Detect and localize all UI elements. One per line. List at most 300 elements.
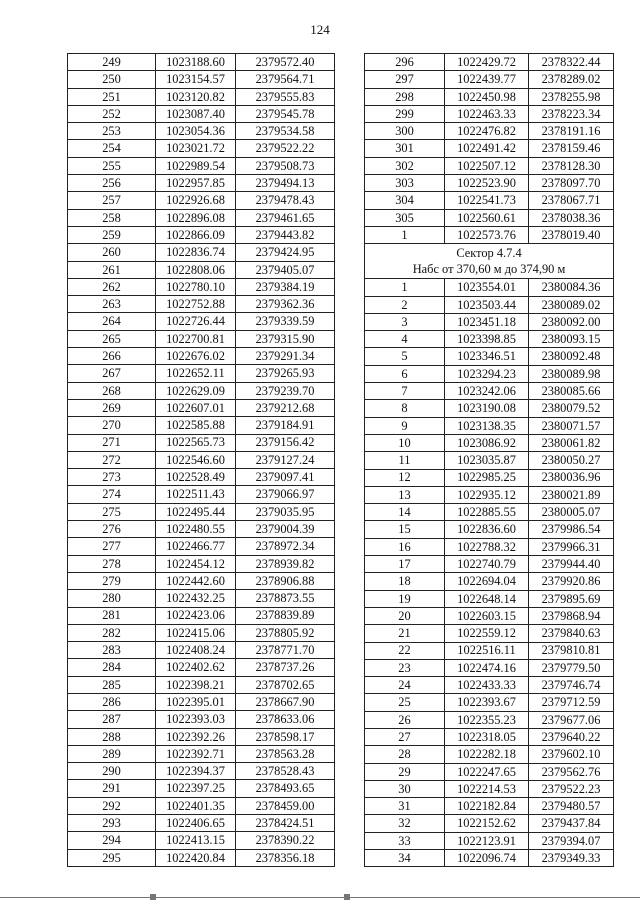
point-number-cell: 304 xyxy=(365,192,445,209)
point-number-cell: 1 xyxy=(365,279,445,296)
point-number-cell: 13 xyxy=(365,486,445,503)
y-coordinate-cell: 2379156.42 xyxy=(236,434,335,451)
y-coordinate-cell: 2378939.82 xyxy=(236,555,335,572)
point-number-cell: 256 xyxy=(68,175,156,192)
point-number-cell: 252 xyxy=(68,105,156,122)
y-coordinate-cell: 2378906.88 xyxy=(236,572,335,589)
x-coordinate-cell: 1022123.91 xyxy=(445,832,529,849)
y-coordinate-cell: 2379097.41 xyxy=(236,469,335,486)
y-coordinate-cell: 2379508.73 xyxy=(236,157,335,174)
x-coordinate-cell: 1023138.35 xyxy=(445,417,529,434)
x-coordinate-cell: 1022559.12 xyxy=(445,625,529,642)
table-row xyxy=(365,105,614,122)
point-number-cell: 25 xyxy=(365,694,445,711)
y-coordinate-cell: 2378128.30 xyxy=(529,157,614,174)
x-coordinate-cell: 1022439.77 xyxy=(445,71,529,88)
y-coordinate-cell: 2378097.70 xyxy=(529,175,614,192)
point-number-cell: 288 xyxy=(68,728,156,745)
x-coordinate-cell: 1022560.61 xyxy=(445,209,529,226)
y-coordinate-cell: 2379522.23 xyxy=(529,780,614,797)
y-coordinate-cell: 2379480.57 xyxy=(529,798,614,815)
point-number-cell: 20 xyxy=(365,607,445,624)
point-number-cell: 257 xyxy=(68,192,156,209)
table-row xyxy=(365,434,614,451)
y-coordinate-cell: 2378972.34 xyxy=(236,538,335,555)
point-number-cell: 286 xyxy=(68,693,156,710)
x-coordinate-cell: 1023086.92 xyxy=(445,434,529,451)
y-coordinate-cell: 2380005.07 xyxy=(529,504,614,521)
y-coordinate-cell: 2378805.92 xyxy=(236,624,335,641)
point-number-cell: 290 xyxy=(68,763,156,780)
table-row xyxy=(68,313,335,330)
x-coordinate-cell: 1022392.26 xyxy=(156,728,236,745)
point-number-cell: 272 xyxy=(68,451,156,468)
point-number-cell: 24 xyxy=(365,677,445,694)
table-row xyxy=(68,348,335,365)
table-row xyxy=(365,226,614,243)
y-coordinate-cell: 2378839.89 xyxy=(236,607,335,624)
table-row xyxy=(365,54,614,71)
point-number-cell: 275 xyxy=(68,503,156,520)
point-number-cell: 19 xyxy=(365,590,445,607)
point-number-cell: 267 xyxy=(68,365,156,382)
y-coordinate-cell: 2379004.39 xyxy=(236,521,335,538)
y-coordinate-cell: 2378598.17 xyxy=(236,728,335,745)
table-row xyxy=(365,452,614,469)
point-number-cell: 29 xyxy=(365,763,445,780)
x-coordinate-cell: 1022423.06 xyxy=(156,607,236,624)
point-number-cell: 253 xyxy=(68,123,156,140)
x-coordinate-cell: 1023554.01 xyxy=(445,279,529,296)
y-coordinate-cell: 2380036.96 xyxy=(529,469,614,486)
x-coordinate-cell: 1023188.60 xyxy=(156,54,236,71)
y-coordinate-cell: 2380084.36 xyxy=(529,279,614,296)
point-number-cell: 279 xyxy=(68,572,156,589)
table-row xyxy=(365,556,614,573)
y-coordinate-cell: 2379986.54 xyxy=(529,521,614,538)
y-coordinate-cell: 2379494.13 xyxy=(236,175,335,192)
table-row xyxy=(68,399,335,416)
y-coordinate-cell: 2379066.97 xyxy=(236,486,335,503)
point-number-cell: 28 xyxy=(365,746,445,763)
y-coordinate-cell: 2378067.71 xyxy=(529,192,614,209)
y-coordinate-cell: 2379315.90 xyxy=(236,330,335,347)
x-coordinate-cell: 1022648.14 xyxy=(445,590,529,607)
point-number-cell: 305 xyxy=(365,209,445,226)
point-number-cell: 16 xyxy=(365,538,445,555)
table-row xyxy=(365,365,614,382)
point-number-cell: 22 xyxy=(365,642,445,659)
x-coordinate-cell: 1022808.06 xyxy=(156,261,236,278)
y-coordinate-cell: 2379602.10 xyxy=(529,746,614,763)
table-row xyxy=(365,383,614,400)
y-coordinate-cell: 2379920.86 xyxy=(529,573,614,590)
y-coordinate-cell: 2379746.74 xyxy=(529,677,614,694)
y-coordinate-cell: 2378191.16 xyxy=(529,123,614,140)
table-row xyxy=(68,676,335,693)
table-row xyxy=(365,192,614,209)
point-number-cell: 9 xyxy=(365,417,445,434)
y-coordinate-cell: 2378356.18 xyxy=(236,849,335,866)
table-row xyxy=(365,850,614,867)
y-coordinate-cell: 2380085.66 xyxy=(529,383,614,400)
table-row xyxy=(365,400,614,417)
point-number-cell: 260 xyxy=(68,244,156,261)
x-coordinate-cell: 1023503.44 xyxy=(445,296,529,313)
x-coordinate-cell: 1022413.15 xyxy=(156,832,236,849)
point-number-cell: 251 xyxy=(68,88,156,105)
y-coordinate-cell: 2378493.65 xyxy=(236,780,335,797)
bottom-mark xyxy=(150,894,156,900)
table-row xyxy=(365,711,614,728)
y-coordinate-cell: 2379184.91 xyxy=(236,417,335,434)
y-coordinate-cell: 2379564.71 xyxy=(236,71,335,88)
point-number-cell: 284 xyxy=(68,659,156,676)
x-coordinate-cell: 1023154.57 xyxy=(156,71,236,88)
y-coordinate-cell: 2379779.50 xyxy=(529,659,614,676)
y-coordinate-cell: 2378038.36 xyxy=(529,209,614,226)
table-row xyxy=(68,330,335,347)
point-number-cell: 296 xyxy=(365,54,445,71)
point-number-cell: 34 xyxy=(365,850,445,867)
y-coordinate-cell: 2379868.94 xyxy=(529,607,614,624)
point-number-cell: 32 xyxy=(365,815,445,832)
x-coordinate-cell: 1023054.36 xyxy=(156,123,236,140)
x-coordinate-cell: 1022652.11 xyxy=(156,365,236,382)
table-row xyxy=(365,175,614,192)
table-row xyxy=(365,832,614,849)
table-row xyxy=(68,763,335,780)
x-coordinate-cell: 1022393.67 xyxy=(445,694,529,711)
point-number-cell: 15 xyxy=(365,521,445,538)
x-coordinate-cell: 1022433.33 xyxy=(445,677,529,694)
point-number-cell: 297 xyxy=(365,71,445,88)
page-number: 124 xyxy=(310,22,330,37)
x-coordinate-cell: 1022429.72 xyxy=(445,54,529,71)
x-coordinate-cell: 1022406.65 xyxy=(156,815,236,832)
table-row xyxy=(68,797,335,814)
x-coordinate-cell: 1022397.25 xyxy=(156,780,236,797)
point-number-cell: 291 xyxy=(68,780,156,797)
x-coordinate-cell: 1022523.90 xyxy=(445,175,529,192)
y-coordinate-cell: 2379212.68 xyxy=(236,399,335,416)
table-row xyxy=(68,642,335,659)
x-coordinate-cell: 1022700.81 xyxy=(156,330,236,347)
table-row xyxy=(365,331,614,348)
point-number-cell: 259 xyxy=(68,226,156,243)
table-row xyxy=(365,486,614,503)
y-coordinate-cell: 2378390.22 xyxy=(236,832,335,849)
x-coordinate-cell: 1022896.08 xyxy=(156,209,236,226)
table-row xyxy=(365,417,614,434)
point-number-cell: 255 xyxy=(68,157,156,174)
point-number-cell: 31 xyxy=(365,798,445,815)
y-coordinate-cell: 2379555.83 xyxy=(236,88,335,105)
table-row xyxy=(68,745,335,762)
x-coordinate-cell: 1022607.01 xyxy=(156,399,236,416)
point-number-cell: 262 xyxy=(68,278,156,295)
section-header-row xyxy=(365,244,614,279)
x-coordinate-cell: 1022694.04 xyxy=(445,573,529,590)
x-coordinate-cell: 1022788.32 xyxy=(445,538,529,555)
table-row xyxy=(68,261,335,278)
point-number-cell: 265 xyxy=(68,330,156,347)
y-coordinate-cell: 2380071.57 xyxy=(529,417,614,434)
point-number-cell: 266 xyxy=(68,348,156,365)
point-number-cell: 303 xyxy=(365,175,445,192)
table-row xyxy=(365,642,614,659)
point-number-cell: 26 xyxy=(365,711,445,728)
y-coordinate-cell: 2379394.07 xyxy=(529,832,614,849)
x-coordinate-cell: 1023398.85 xyxy=(445,331,529,348)
table-row xyxy=(68,157,335,174)
x-coordinate-cell: 1022585.88 xyxy=(156,417,236,434)
x-coordinate-cell: 1022866.09 xyxy=(156,226,236,243)
point-number-cell: 278 xyxy=(68,555,156,572)
table-row xyxy=(68,209,335,226)
y-coordinate-cell: 2379291.34 xyxy=(236,348,335,365)
point-number-cell: 280 xyxy=(68,590,156,607)
table-row xyxy=(365,659,614,676)
table-row xyxy=(365,694,614,711)
x-coordinate-cell: 1022466.77 xyxy=(156,538,236,555)
section-title: Сектор 4.7.4 xyxy=(456,246,522,261)
x-coordinate-cell: 1022474.16 xyxy=(445,659,529,676)
table-row xyxy=(365,815,614,832)
x-coordinate-cell: 1022415.06 xyxy=(156,624,236,641)
y-coordinate-cell: 2378459.00 xyxy=(236,797,335,814)
table-row xyxy=(68,88,335,105)
x-coordinate-cell: 1022395.01 xyxy=(156,693,236,710)
x-coordinate-cell: 1023087.40 xyxy=(156,105,236,122)
y-coordinate-cell: 2378255.98 xyxy=(529,88,614,105)
y-coordinate-cell: 2379424.95 xyxy=(236,244,335,261)
point-number-cell: 277 xyxy=(68,538,156,555)
x-coordinate-cell: 1022885.55 xyxy=(445,504,529,521)
x-coordinate-cell: 1022463.33 xyxy=(445,105,529,122)
x-coordinate-cell: 1022935.12 xyxy=(445,486,529,503)
table-row xyxy=(365,763,614,780)
point-number-cell: 276 xyxy=(68,521,156,538)
y-coordinate-cell: 2380092.00 xyxy=(529,313,614,330)
point-number-cell: 8 xyxy=(365,400,445,417)
y-coordinate-cell: 2378563.28 xyxy=(236,745,335,762)
x-coordinate-cell: 1022408.24 xyxy=(156,642,236,659)
y-coordinate-cell: 2379437.84 xyxy=(529,815,614,832)
y-coordinate-cell: 2379127.24 xyxy=(236,451,335,468)
table-row xyxy=(68,849,335,866)
point-number-cell: 33 xyxy=(365,832,445,849)
x-coordinate-cell: 1022603.15 xyxy=(445,607,529,624)
y-coordinate-cell: 2379534.58 xyxy=(236,123,335,140)
y-coordinate-cell: 2378702.65 xyxy=(236,676,335,693)
x-coordinate-cell: 1022989.54 xyxy=(156,157,236,174)
table-row xyxy=(68,71,335,88)
x-coordinate-cell: 1022214.53 xyxy=(445,780,529,797)
x-coordinate-cell: 1022985.25 xyxy=(445,469,529,486)
table-row xyxy=(68,624,335,641)
y-coordinate-cell: 2379239.70 xyxy=(236,382,335,399)
y-coordinate-cell: 2379035.95 xyxy=(236,503,335,520)
x-coordinate-cell: 1022480.55 xyxy=(156,521,236,538)
point-number-cell: 30 xyxy=(365,780,445,797)
x-coordinate-cell: 1022836.74 xyxy=(156,244,236,261)
point-number-cell: 254 xyxy=(68,140,156,157)
y-coordinate-cell: 2379405.07 xyxy=(236,261,335,278)
y-coordinate-cell: 2379443.82 xyxy=(236,226,335,243)
table-row xyxy=(68,607,335,624)
coordinates-table-left xyxy=(67,53,335,867)
y-coordinate-cell: 2379545.78 xyxy=(236,105,335,122)
y-coordinate-cell: 2379895.69 xyxy=(529,590,614,607)
y-coordinate-cell: 2379562.76 xyxy=(529,763,614,780)
x-coordinate-cell: 1022096.74 xyxy=(445,850,529,867)
y-coordinate-cell: 2379522.22 xyxy=(236,140,335,157)
x-coordinate-cell: 1022957.85 xyxy=(156,175,236,192)
table-row xyxy=(68,140,335,157)
table-row xyxy=(68,417,335,434)
y-coordinate-cell: 2380050.27 xyxy=(529,452,614,469)
y-coordinate-cell: 2378667.90 xyxy=(236,693,335,710)
x-coordinate-cell: 1022507.12 xyxy=(445,157,529,174)
table-row xyxy=(68,555,335,572)
point-number-cell: 5 xyxy=(365,348,445,365)
point-number-cell: 281 xyxy=(68,607,156,624)
table-row xyxy=(68,434,335,451)
x-coordinate-cell: 1023035.87 xyxy=(445,452,529,469)
point-number-cell: 11 xyxy=(365,452,445,469)
point-number-cell: 283 xyxy=(68,642,156,659)
x-coordinate-cell: 1022282.18 xyxy=(445,746,529,763)
x-coordinate-cell: 1022355.23 xyxy=(445,711,529,728)
point-number-cell: 2 xyxy=(365,296,445,313)
x-coordinate-cell: 1022247.65 xyxy=(445,763,529,780)
x-coordinate-cell: 1022546.60 xyxy=(156,451,236,468)
table-row xyxy=(68,123,335,140)
point-number-cell: 263 xyxy=(68,296,156,313)
x-coordinate-cell: 1022495.44 xyxy=(156,503,236,520)
point-number-cell: 27 xyxy=(365,728,445,745)
y-coordinate-cell: 2378873.55 xyxy=(236,590,335,607)
point-number-cell: 293 xyxy=(68,815,156,832)
table-row xyxy=(68,278,335,295)
x-coordinate-cell: 1022401.35 xyxy=(156,797,236,814)
table-row xyxy=(365,798,614,815)
y-coordinate-cell: 2379810.81 xyxy=(529,642,614,659)
point-number-cell: 268 xyxy=(68,382,156,399)
x-coordinate-cell: 1022836.60 xyxy=(445,521,529,538)
table-row xyxy=(365,348,614,365)
table-row xyxy=(365,590,614,607)
x-coordinate-cell: 1022392.71 xyxy=(156,745,236,762)
table-row xyxy=(68,486,335,503)
table-row xyxy=(365,157,614,174)
x-coordinate-cell: 1022511.43 xyxy=(156,486,236,503)
point-number-cell: 269 xyxy=(68,399,156,416)
point-number-cell: 17 xyxy=(365,556,445,573)
y-coordinate-cell: 2378737.26 xyxy=(236,659,335,676)
table-row xyxy=(68,590,335,607)
y-coordinate-cell: 2378633.06 xyxy=(236,711,335,728)
table-row xyxy=(68,296,335,313)
y-coordinate-cell: 2380089.98 xyxy=(529,365,614,382)
table-row xyxy=(365,538,614,555)
y-coordinate-cell: 2380089.02 xyxy=(529,296,614,313)
y-coordinate-cell: 2379966.31 xyxy=(529,538,614,555)
y-coordinate-cell: 2379384.19 xyxy=(236,278,335,295)
table-row xyxy=(365,625,614,642)
point-number-cell: 294 xyxy=(68,832,156,849)
y-coordinate-cell: 2378159.46 xyxy=(529,140,614,157)
point-number-cell: 12 xyxy=(365,469,445,486)
point-number-cell: 258 xyxy=(68,209,156,226)
bottom-scan-edge xyxy=(0,897,640,898)
y-coordinate-cell: 2378289.02 xyxy=(529,71,614,88)
table-row xyxy=(365,780,614,797)
table-row xyxy=(365,88,614,105)
y-coordinate-cell: 2379640.22 xyxy=(529,728,614,745)
x-coordinate-cell: 1023242.06 xyxy=(445,383,529,400)
y-coordinate-cell: 2378424.51 xyxy=(236,815,335,832)
section-subtitle: Набс от 370,60 м до 374,90 м xyxy=(412,262,566,277)
table-row xyxy=(365,71,614,88)
point-number-cell: 264 xyxy=(68,313,156,330)
y-coordinate-cell: 2378223.34 xyxy=(529,105,614,122)
y-coordinate-cell: 2379362.36 xyxy=(236,296,335,313)
point-number-cell: 10 xyxy=(365,434,445,451)
point-number-cell: 282 xyxy=(68,624,156,641)
point-number-cell: 18 xyxy=(365,573,445,590)
table-row xyxy=(365,607,614,624)
x-coordinate-cell: 1022394.37 xyxy=(156,763,236,780)
y-coordinate-cell: 2379265.93 xyxy=(236,365,335,382)
x-coordinate-cell: 1022432.25 xyxy=(156,590,236,607)
x-coordinate-cell: 1022516.11 xyxy=(445,642,529,659)
y-coordinate-cell: 2379572.40 xyxy=(236,54,335,71)
table-row xyxy=(68,780,335,797)
table-row xyxy=(365,573,614,590)
table-row xyxy=(68,693,335,710)
table-row xyxy=(68,659,335,676)
point-number-cell: 289 xyxy=(68,745,156,762)
x-coordinate-cell: 1022420.84 xyxy=(156,849,236,866)
y-coordinate-cell: 2379478.43 xyxy=(236,192,335,209)
y-coordinate-cell: 2380092.48 xyxy=(529,348,614,365)
table-row xyxy=(365,469,614,486)
bottom-mark xyxy=(344,894,350,900)
point-number-cell: 274 xyxy=(68,486,156,503)
point-number-cell: 298 xyxy=(365,88,445,105)
y-coordinate-cell: 2380079.52 xyxy=(529,400,614,417)
point-number-cell: 261 xyxy=(68,261,156,278)
table-row xyxy=(68,382,335,399)
table-row xyxy=(68,54,335,71)
x-coordinate-cell: 1022318.05 xyxy=(445,728,529,745)
table-row xyxy=(68,451,335,468)
x-coordinate-cell: 1022926.68 xyxy=(156,192,236,209)
x-coordinate-cell: 1023190.08 xyxy=(445,400,529,417)
point-number-cell: 292 xyxy=(68,797,156,814)
point-number-cell: 273 xyxy=(68,469,156,486)
point-number-cell: 250 xyxy=(68,71,156,88)
point-number-cell: 285 xyxy=(68,676,156,693)
x-coordinate-cell: 1023021.72 xyxy=(156,140,236,157)
x-coordinate-cell: 1022676.02 xyxy=(156,348,236,365)
section-header xyxy=(365,244,614,279)
y-coordinate-cell: 2378528.43 xyxy=(236,763,335,780)
point-number-cell: 4 xyxy=(365,331,445,348)
point-number-cell: 23 xyxy=(365,659,445,676)
